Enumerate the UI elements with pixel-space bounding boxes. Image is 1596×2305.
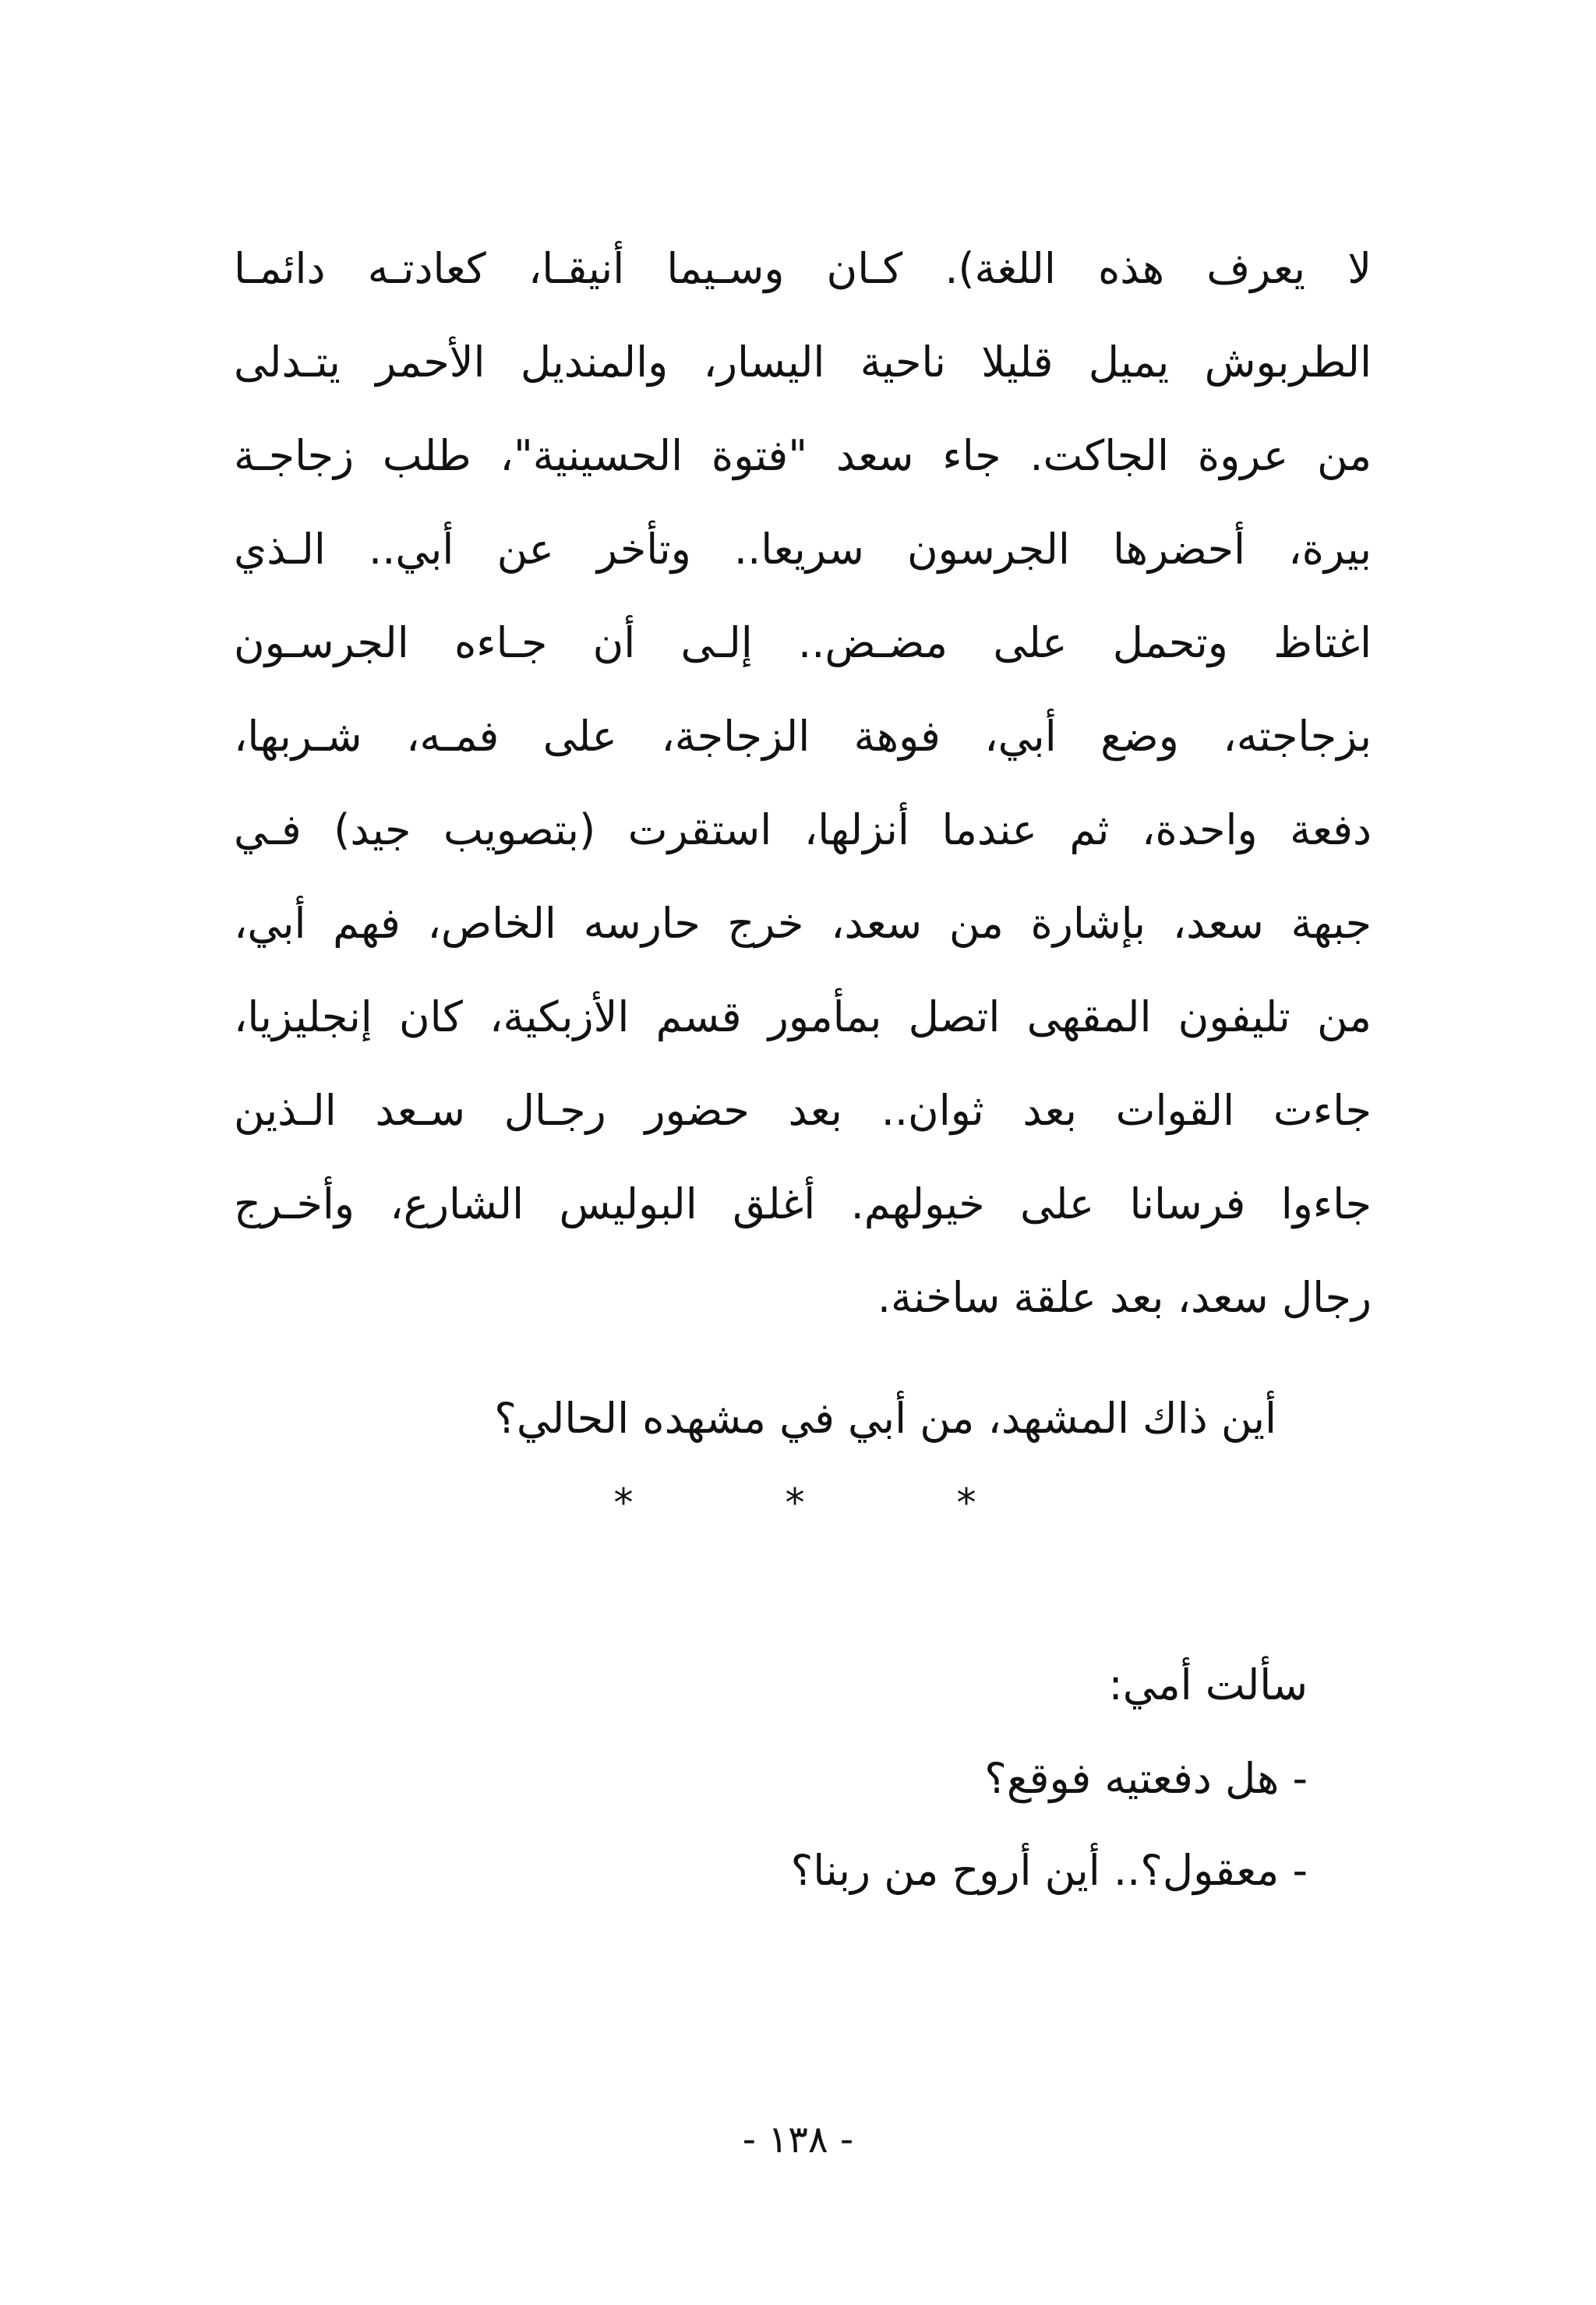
separator-star: * bbox=[785, 1480, 805, 1525]
paragraph-line: جاءت القوات بعد ثوان.. بعد حضور رجـال سـعد الـذين bbox=[234, 1086, 1372, 1135]
question-line: أين ذاك المشهد، من أبي في مشهده الحالي؟ bbox=[494, 1394, 1276, 1443]
paragraph-line: اغتاظ وتحمل على مضـض.. إلـى أن جـاءه الجرسـون bbox=[234, 618, 1372, 667]
dialogue-line: - معقول؟.. أين أروح من ربنا؟ bbox=[790, 1846, 1308, 1895]
paragraph-line: من تليفون المقهى اتصل بمأمور قسم الأزبكية، كان إنجليزيا، bbox=[234, 992, 1372, 1041]
section-separator bbox=[608, 1472, 982, 1534]
paragraph-line: لا يعرف هذه اللغة). كـان وسـيما أنيقـا، كعادتـه دائمـا bbox=[234, 244, 1372, 293]
paragraph-line: رجال سعد، بعد علقة ساخنة. bbox=[877, 1273, 1372, 1322]
paragraph-line: من عروة الجاكت. جاء سعد "فتوة الحسينية"، طلب زجاجـة bbox=[234, 431, 1372, 480]
paragraph-line: بيرة، أحضرها الجرسون سريعا.. وتأخر عن أبي.. الـذي bbox=[234, 525, 1372, 574]
paragraph-line: الطربوش يميل قليلا ناحية اليسار، والمنديل الأحمر يتـدلى bbox=[234, 338, 1372, 387]
separator-star: * bbox=[613, 1480, 634, 1525]
main-paragraph bbox=[234, 222, 1372, 1345]
paragraph-line: بزجاجته، وضع أبي، فوهة الزجاجة، على فمـه، شـربها، bbox=[234, 712, 1372, 761]
narration-line: سألت أمي: bbox=[1108, 1660, 1308, 1709]
separator-star: * bbox=[956, 1480, 976, 1525]
page-number: - ١٣٨ - bbox=[742, 2118, 854, 2162]
paragraph-line: دفعة واحدة، ثم عندما أنزلها، استقرت (بتصويب جيد) فـي bbox=[234, 805, 1372, 854]
paragraph-line: جاءوا فرسانا على خيولهم. أغلق البوليس الشارع، وأخـرج bbox=[234, 1179, 1372, 1229]
dialogue-line: - هل دفعتيه فوقع؟ bbox=[984, 1754, 1308, 1803]
paragraph-line: جبهة سعد، بإشارة من سعد، خرج حارسه الخاص، فهم أبي، bbox=[234, 899, 1372, 948]
